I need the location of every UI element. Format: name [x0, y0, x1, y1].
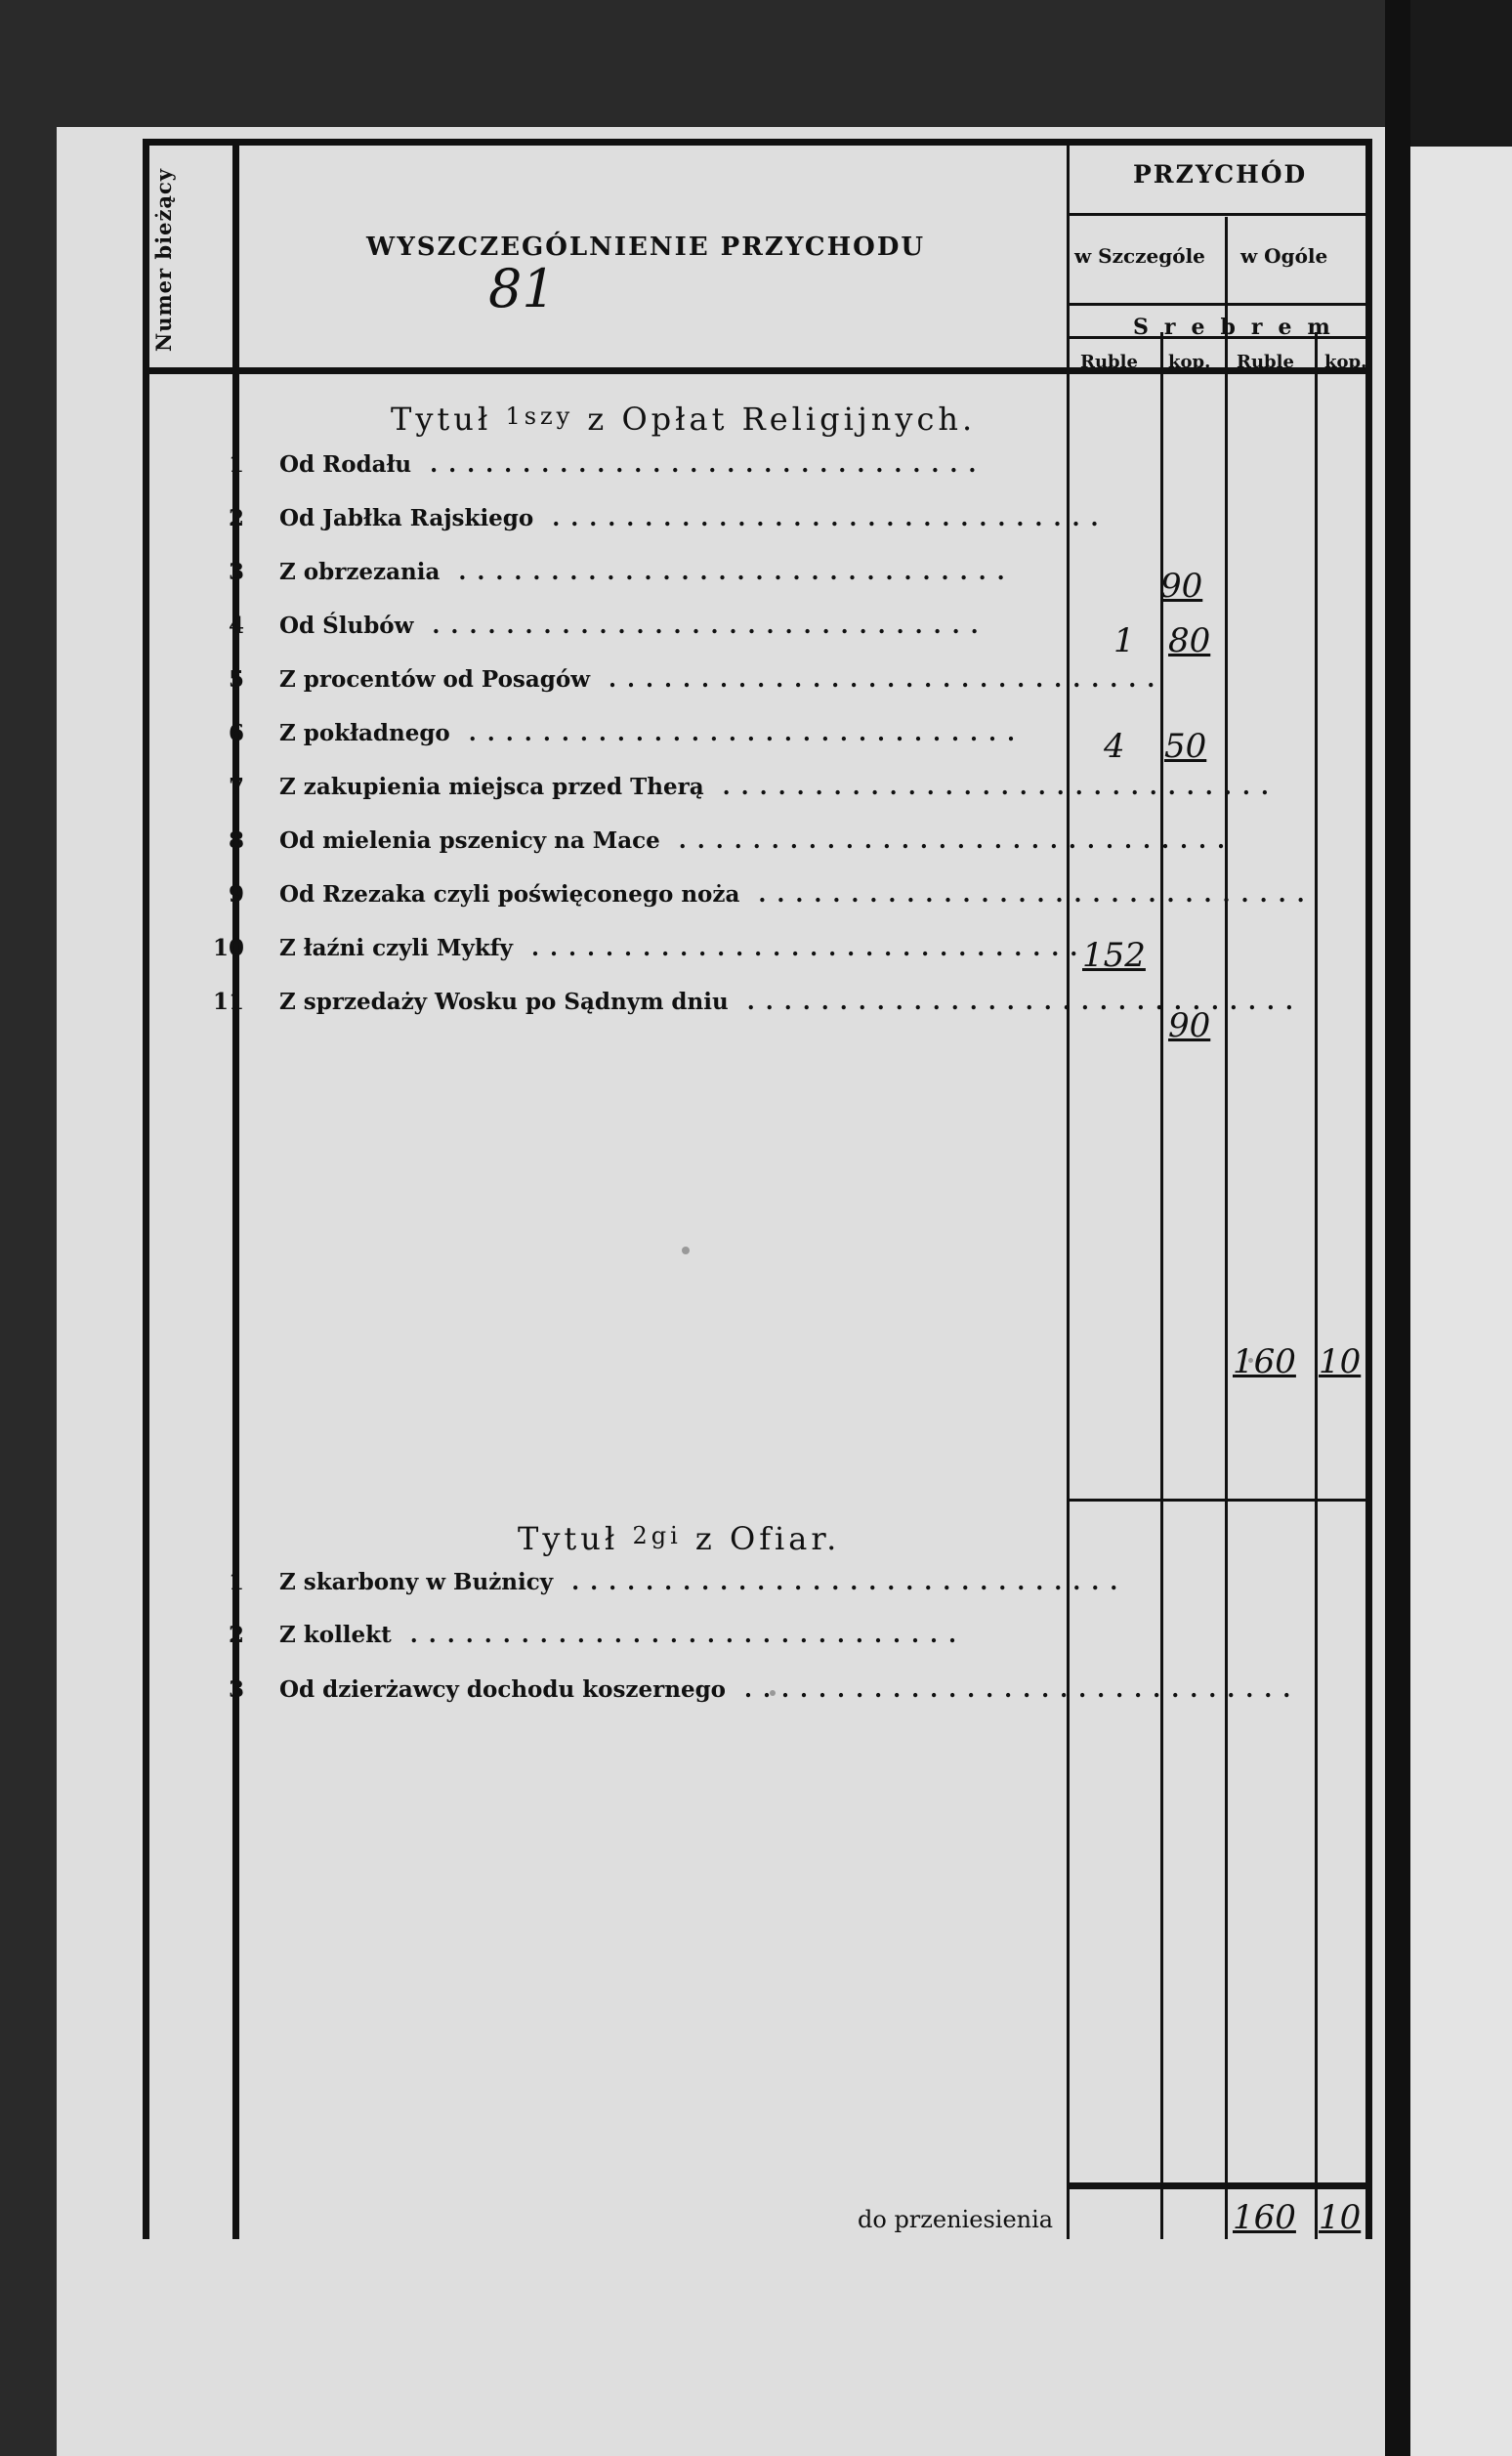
row-text: Z łaźni czyli Mykfy	[279, 935, 514, 961]
amount-rub-row6: 4	[1104, 727, 1125, 766]
torn-corner	[1410, 0, 1512, 147]
row-number: 1	[228, 451, 244, 478]
bottom-total-rule	[1067, 2182, 1369, 2189]
row-number: 6	[228, 720, 244, 746]
amount-kop-row11: 90	[1168, 1006, 1211, 1045]
row-text: Z obrzezania	[279, 559, 441, 585]
row-text: Z skarbony w Bużnicy	[279, 1569, 554, 1595]
column-number-label: Numer bieżący	[151, 168, 176, 352]
amount-kop-row6: 50	[1164, 727, 1207, 766]
page-title: WYSZCZEGÓLNIENIE PRZYCHODU	[366, 233, 926, 262]
row-number: 10	[212, 935, 244, 961]
w-ogole-heading: w Ogóle	[1240, 244, 1328, 268]
row-description: Z kollekt ..............................	[279, 1622, 967, 1648]
row-text: Z pokładnego	[279, 720, 450, 746]
row-text: Od Jabłka Rajskiego	[279, 505, 534, 531]
frame-top	[143, 139, 1369, 146]
row-number: 4	[228, 613, 244, 639]
row-text: Z sprzedaży Wosku po Sądnym dniu	[279, 989, 729, 1015]
ruble-heading-2: Ruble	[1237, 352, 1294, 372]
row-description: Od Ślubów ..............................	[279, 613, 989, 639]
row-number: 3	[228, 1676, 244, 1703]
section1-title-num: 1szy	[505, 402, 574, 430]
row-text: Od Rzezaka czyli poświęconego noża	[279, 881, 740, 908]
row-text: Od mielenia pszenicy na Mace	[279, 827, 660, 854]
row-number: 9	[228, 881, 244, 908]
binding-shadow	[1385, 0, 1410, 2456]
row-description: Z skarbony w Bużnicy ..............................	[279, 1569, 1129, 1595]
amount-kop-row4: 80	[1168, 621, 1211, 660]
row-description: Z procentów od Posagów ..............................	[279, 666, 1166, 693]
section2-title-num: 2gi	[632, 1522, 682, 1549]
szczegole-underline	[1067, 303, 1369, 306]
row-number: 3	[228, 559, 244, 585]
amount-col-left	[1067, 139, 1070, 2239]
carry-forward-kop: 10	[1319, 2198, 1362, 2237]
row-text: Z kollekt	[279, 1622, 392, 1648]
amount-rub-row4: 1	[1113, 621, 1135, 660]
section1-title	[391, 401, 976, 438]
row-description: Z sprzedaży Wosku po Sądnym dniu ..............................	[279, 989, 1304, 1015]
folio-number: 81	[488, 258, 556, 319]
row-description: Od Rzezaka czyli poświęconego noża ..............................	[279, 881, 1316, 908]
row-text: Z procentów od Posagów	[279, 666, 590, 693]
section1-title-b: z Opłat Religijnych.	[587, 401, 977, 438]
section2-title	[518, 1520, 840, 1557]
row-number: 8	[228, 827, 244, 854]
row-text: Z zakupienia miejsca przed Therą	[279, 774, 704, 800]
amount-kop-row3: 90	[1160, 567, 1203, 606]
row-description: Od dzierżawcy dochodu koszernego ..............................	[279, 1676, 1302, 1703]
row-number: 1	[228, 1569, 244, 1595]
subtotal-rule	[1067, 1499, 1369, 1502]
amount-rub-row10: 152	[1082, 936, 1146, 975]
w-szczegole-heading: w Szczególe	[1074, 244, 1205, 268]
row-number: 2	[228, 1622, 244, 1648]
row-number: 5	[228, 666, 244, 693]
kop-heading-1: kop.	[1168, 352, 1211, 372]
paper-speck	[682, 1247, 690, 1254]
rub1-kop1-sep	[1160, 332, 1163, 2239]
row-number: 2	[228, 505, 244, 531]
frame-right	[1365, 139, 1372, 2239]
row-text: Od dzierżawcy dochodu koszernego	[279, 1676, 727, 1703]
przychod-underline	[1067, 213, 1369, 216]
row-description: Z łaźni czyli Mykfy ..............................	[279, 935, 1089, 961]
rub2-kop2-sep	[1315, 332, 1318, 2239]
row-text: Od Ślubów	[279, 613, 414, 639]
row-description: Z zakupienia miejsca przed Therą ..............................	[279, 774, 1280, 800]
row-description: Od mielenia pszenicy na Mace ..............................	[279, 827, 1236, 854]
section1-title-a: Tytuł	[391, 401, 492, 438]
adjacent-page-edge	[1385, 0, 1512, 2456]
section1-total-kop: 10	[1319, 1342, 1362, 1381]
frame-left	[143, 139, 149, 2239]
row-description: Z pokładnego ..............................	[279, 720, 1027, 746]
row-text: Od Rodału	[279, 451, 412, 478]
row-number: 11	[212, 989, 244, 1015]
kop-heading-2: kop.	[1324, 352, 1367, 372]
row-description: Od Rodału ..............................	[279, 451, 987, 478]
carry-forward-label: do przeniesienia	[858, 2206, 1054, 2233]
carry-forward-rub: 160	[1233, 2198, 1296, 2237]
section1-total-rub: 160	[1233, 1342, 1296, 1381]
srebrem-heading: Srebrem	[1133, 315, 1346, 340]
ruble-heading-1: Ruble	[1080, 352, 1138, 372]
kop1-rub2-sep	[1225, 217, 1228, 2239]
row-number: 7	[228, 774, 244, 800]
section2-title-a: Tytuł	[518, 1520, 619, 1557]
row-description: Od Jabłka Rajskiego ..............................	[279, 505, 1110, 531]
row-description: Z obrzezania ..............................	[279, 559, 1016, 585]
section2-title-b: z Ofiar.	[694, 1520, 841, 1557]
przychod-heading: PRZYCHÓD	[1133, 160, 1308, 189]
